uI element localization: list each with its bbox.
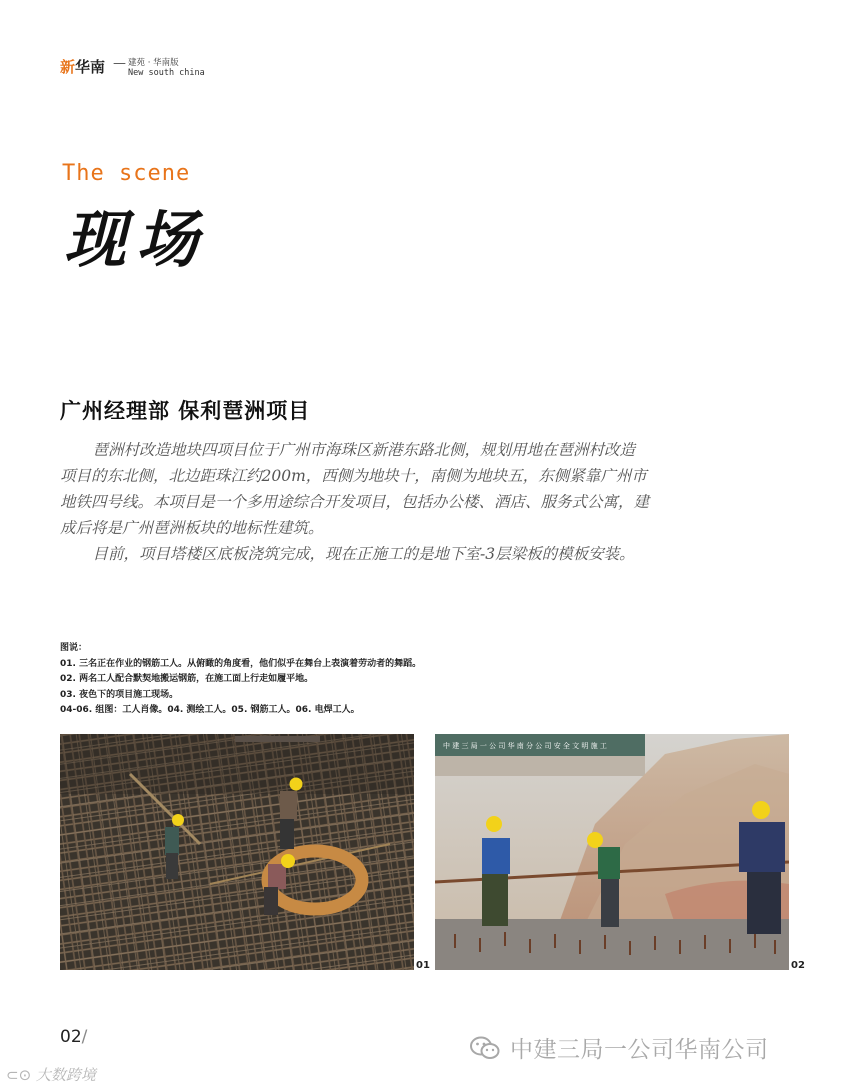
corner-watermark: [6, 1064, 96, 1085]
caption-item: 03. 夜色下的项目施工现场。: [60, 689, 179, 700]
watermark-text: 中建三局一公司华南公司: [510, 1037, 769, 1063]
article-paragraph: 琶洲村改造地块四项目位于广州市海珠区新港东路北侧，规划用地在琶洲村改造项目的东北侧，北边距珠江约200m，西侧为地块十，南侧为地块五，东侧紧靠广州市地铁四号线。本项目是一个多用途综合开发项目，包括办公楼、酒店、服务式公寓，建成后将是广州琶洲板块的地标性建筑。: [60, 441, 650, 537]
photo-rebar-workers-overhead: [60, 734, 414, 970]
page-number: [60, 1027, 87, 1047]
page-number-slash: /: [81, 1027, 88, 1047]
masthead-section-en: New south china: [128, 68, 205, 78]
photo-number: 01: [416, 960, 430, 971]
logo-accent-char: 新: [60, 58, 76, 76]
rebar-grid-illustration: [60, 734, 414, 970]
watermark-left-text: 大数跨境: [35, 1066, 96, 1084]
page-number-value: 02: [60, 1027, 82, 1047]
masthead-dash: —: [113, 56, 126, 71]
banner-text: 中 建 三 局 一 公 司 华 南 分 公 司 安 全 文 明 施 工: [443, 742, 607, 750]
section-title-en: The scene: [62, 161, 191, 186]
article-title: 广州经理部 保利琶洲项目: [60, 399, 311, 423]
photo-workers-carrying-rebar: [435, 734, 789, 970]
wechat-watermark: [470, 1031, 769, 1066]
masthead-section-cn: 建苑 · 华南版: [128, 58, 179, 68]
photo-captions: [60, 641, 421, 719]
photo-number: 02: [791, 960, 805, 971]
caption-item: 01. 三名正在作业的钢筋工人。从俯瞰的角度看，他们似乎在舞台上表演着劳动者的舞蹈。: [60, 658, 422, 669]
watermark-logo-icon: ⊂⊙: [6, 1066, 36, 1084]
caption-item: 02. 两名工人配合默契地搬运钢筋，在施工面上行走如履平地。: [60, 674, 314, 684]
section-title-cn: 现场: [64, 203, 209, 276]
workers-carrying-illustration: [435, 734, 789, 970]
magazine-logo: [60, 56, 105, 77]
article-body: [60, 437, 650, 567]
captions-heading: 图说：: [60, 643, 88, 653]
wechat-icon: [470, 1036, 500, 1066]
logo-rest: 华南: [75, 58, 106, 76]
article-paragraph: 目前，项目塔楼区底板浇筑完成，现在正施工的是地下室-3层梁板的模板安装。: [92, 545, 635, 563]
caption-item: 04-06. 组图：工人肖像。04. 测绘工人。05. 钢筋工人。06. 电焊工人。: [60, 705, 360, 715]
